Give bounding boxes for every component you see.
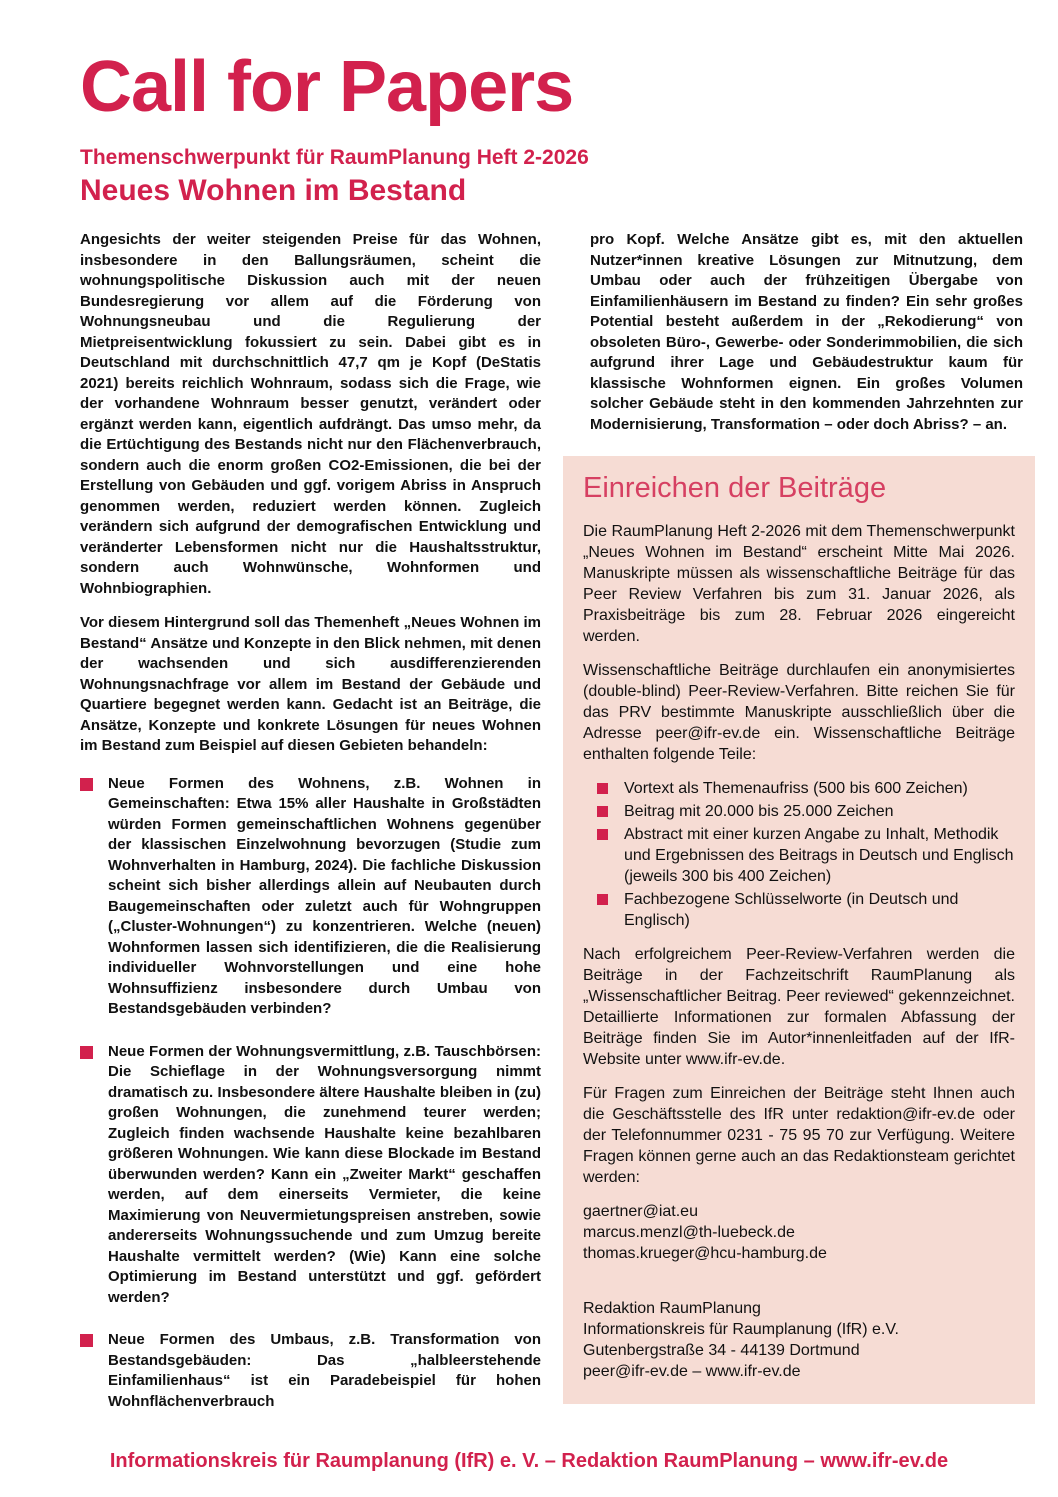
contact-email: marcus.menzl@th-luebeck.de — [583, 1224, 795, 1241]
bullet-square-icon — [80, 1334, 93, 1347]
left-column — [80, 230, 541, 1434]
intro-paragraph-2: Vor diesem Hintergrund soll das Themenheft „Neues Wohnen im Bestand“ Ansätze und Konzepte in den Blick nehmen, mit denen der wachsenden und sich ausdifferenzierenden Wohnungsnachfrage vor allem im Bestand der Gebäude und Quartiere begegnet werden kann. Gedacht ist an Beiträge, die Ansätze, Konzepte und konkrete Lösungen für neues Wohnen im Bestand zum Beispiel auf diesen Gebieten behandeln: — [80, 614, 541, 754]
address-line-organisation: Informationskreis für Raumplanung (IfR) e.V. — [583, 1321, 899, 1338]
requirement-item-abstract — [583, 824, 1015, 887]
requirement-item-beitrag — [583, 801, 1015, 822]
address-line-redaktion: Redaktion RaumPlanung — [583, 1300, 761, 1317]
contact-email-list — [583, 1201, 1015, 1264]
topic-item-wohnformen — [80, 774, 541, 1020]
topic-item-umbau — [80, 1330, 541, 1412]
submission-box — [563, 456, 1035, 1404]
bullet-square-icon — [597, 806, 608, 817]
two-column-body — [0, 208, 1058, 1434]
topics-list — [80, 774, 541, 1413]
requirement-item-schluesselworte — [583, 889, 1015, 931]
bullet-square-icon — [597, 829, 608, 840]
contact-email: gaertner@iat.eu — [583, 1203, 698, 1220]
continuation-paragraph: pro Kopf. Welche Ansätze gibt es, mit den aktuellen Nutzer*innen kreative Lösungen zur Mitnutzung, dem Umbau oder auch der frühzeitigen Übergabe von Einfamilienhäusern im Bestand zu finden? Ein sehr großes Potential besteht außerdem in der „Rekodierung“ von obsoleten Büro-, Gewerbe- oder Sonderimmobilien, die sich aufgrund ihrer Lage und Gebäudestruktur kaum für klassische Wohnformen eignen. Ein großes Volumen solcher Gebäude steht in den kommenden Jahrzehnten zur Modernisierung, Transformation – oder doch Abriss? – an. — [590, 231, 1023, 433]
contact-email: thomas.krueger@hcu-hamburg.de — [583, 1245, 827, 1262]
submission-paragraph-peer-review: Wissenschaftliche Beiträge durchlaufen ein anonymisiertes (double-blind) Peer-Review-Verfahren. Bitte reichen Sie für das PRV bestimmte Manuskripte ausschließlich über die Adresse peer@ifr-ev.de ein. Wissenschaftliche Beiträge enthalten folgende Teile: — [583, 662, 1015, 763]
footer-text: Informationskreis für Raumplanung (IfR) e. V. – Redaktion RaumPlanung – www.ifr-ev.de — [109, 1450, 949, 1472]
topic-item-wohnungsvermittlung — [80, 1042, 541, 1309]
submission-paragraph-contact: Für Fragen zum Einreichen der Beiträge steht Ihnen auch die Geschäftsstelle des IfR unter redaktion@ifr-ev.de oder der Telefonnummer 0231 - 75 95 70 zur Verfügung. Weitere Fragen können gerne auch an das Redaktionsteam gerichtet werden: — [583, 1085, 1015, 1186]
submission-paragraph-deadlines: Die RaumPlanung Heft 2-2026 mit dem Themenschwerpunkt „Neues Wohnen im Bestand“ erscheint Mitte Mai 2026. Manuskripte müssen als wissenschaftliche Beiträge für das Peer Review Verfahren bis zum 31. Januar 2026, als Praxisbeiträge bis zum 28. Februar 2026 eingereicht werden. — [583, 523, 1015, 645]
requirement-text: Fachbezogene Schlüsselworte (in Deutsch und Englisch) — [624, 891, 959, 929]
page-footer — [0, 1450, 1058, 1473]
bullet-square-icon — [597, 894, 608, 905]
bullet-square-icon — [597, 783, 608, 794]
bullet-square-icon — [80, 778, 93, 791]
bullet-square-icon — [80, 1046, 93, 1059]
right-column — [563, 230, 1035, 1434]
subtitle-topic: Themenschwerpunkt für RaumPlanung Heft 2-2026 — [80, 146, 589, 169]
document-header — [0, 0, 1058, 208]
page-title: Call for Papers — [80, 47, 574, 127]
address-line-web: peer@ifr-ev.de – www.ifr-ev.de — [583, 1363, 801, 1380]
topic-text: Neue Formen der Wohnungsvermittlung, z.B. Tauschbörsen: Die Schieflage in der Wohnungsversorgung nimmt dramatisch zu. Insbesondere ältere Haushalte bleiben in (zu) großen Wohnungen, die zunehmend teurer werden; Zugleich finden wachsende Haushalte keine bezahlbaren größeren Wohnungen. Wie kann diese Blockade im Bestand überwunden werden? Kann ein „Zweiter Markt“ geschaffen werden, auf dem einerseits Vermieter, die keine Maximierung von Neuvermietungspreisen anstreben, sowie andererseits Wohnungssuchende und zum Umzug bereite Haushalte vermittelt werden? (Wie) Kann eine solche Optimierung im Bestand unterstützt und ggf. gefördert werden? — [108, 1042, 541, 1306]
requirement-item-vortext — [583, 778, 1015, 799]
subtitle-theme: Neues Wohnen im Bestand — [80, 174, 467, 207]
requirement-text: Vortext als Themenaufriss (500 bis 600 Zeichen) — [624, 780, 968, 797]
topic-text: Neue Formen des Umbaus, z.B. Transformation von Bestandsgebäuden: Das „halbleerstehende Einfamilienhaus“ ist ein Paradebeispiel für hohen Wohnflächenverbrauch — [108, 1331, 541, 1410]
address-line-street: Gutenbergstraße 34 - 44139 Dortmund — [583, 1342, 860, 1359]
topic-text: Neue Formen des Wohnens, z.B. Wohnen in Gemeinschaften: Etwa 15% aller Haushalte in Großstädten würden Formen gemeinschaftlichen Wohnens gegenüber der klassischen Einzelwohnung bevorzugen (Studie zum Wohnverhalten in Hamburg, 2024). Die fachliche Diskussion scheint sich bisher allerdings allein auf Neubauten durch Baugemeinschaften oder zuletzt auch für Wohngruppen („Cluster-Wohnungen“) zu konzentrieren. Welche (neuen) Wohnformen lassen sich identifizieren, die die Realisierung individueller Wohnvorstellungen und eine hohe Wohnsuffizienz insbesondere durch Umbau von Bestandsgebäuden verbinden? — [108, 774, 541, 1017]
requirements-list — [583, 778, 1015, 931]
requirement-text: Abstract mit einer kurzen Angabe zu Inhalt, Methodik und Ergebnissen des Beitrags in Deutsch und Englisch (jeweils 300 bis 400 Zeichen) — [624, 826, 1014, 885]
submission-heading: Einreichen der Beiträge — [583, 472, 887, 504]
requirement-text: Beitrag mit 20.000 bis 25.000 Zeichen — [624, 803, 894, 820]
address-block — [583, 1298, 1015, 1382]
submission-paragraph-labelling: Nach erfolgreichem Peer-Review-Verfahren werden die Beiträge in der Fachzeitschrift RaumPlanung als „Wissenschaftlicher Beitrag. Peer reviewed“ gekennzeichnet. Detaillierte Informationen zur formalen Abfassung der Beiträge finden Sie im Autor*innenleitfaden auf der IfR-Website unter www.ifr-ev.de. — [583, 946, 1015, 1068]
intro-paragraph-1: Angesichts der weiter steigenden Preise für das Wohnen, insbesondere in den Ballungsräumen, scheint die wohnungspolitische Diskussion auch mit der neuen Bundesregierung vor allem auf die Förderung von Wohnungsneubau und die Regulierung der Mietpreisentwicklung fokussiert zu sein. Dabei gibt es in Deutschland mit durchschnittlich 47,7 qm je Kopf (DeStatis 2021) bereits reichlich Wohnraum, sodass sich die Frage, wie der vorhandene Wohnraum besser genutzt, verändert oder ergänzt werden kann, eigentlich aufdrängt. Das umso mehr, da die Ertüchtigung des Bestands nicht nur den Flächenverbrauch, sondern auch die enorm großen CO2-Emissionen, die bei der Erstellung von Gebäuden und ggf. vorigem Abriss in Anspruch genommen werden, reduziert werden können. Zugleich verändern sich aufgrund der demografischen Entwicklung und veränderter Lebensformen nicht nur die Haushaltsstruktur, sondern auch Wohnwünsche, Wohnformen und Wohnbiographien. — [80, 231, 541, 597]
